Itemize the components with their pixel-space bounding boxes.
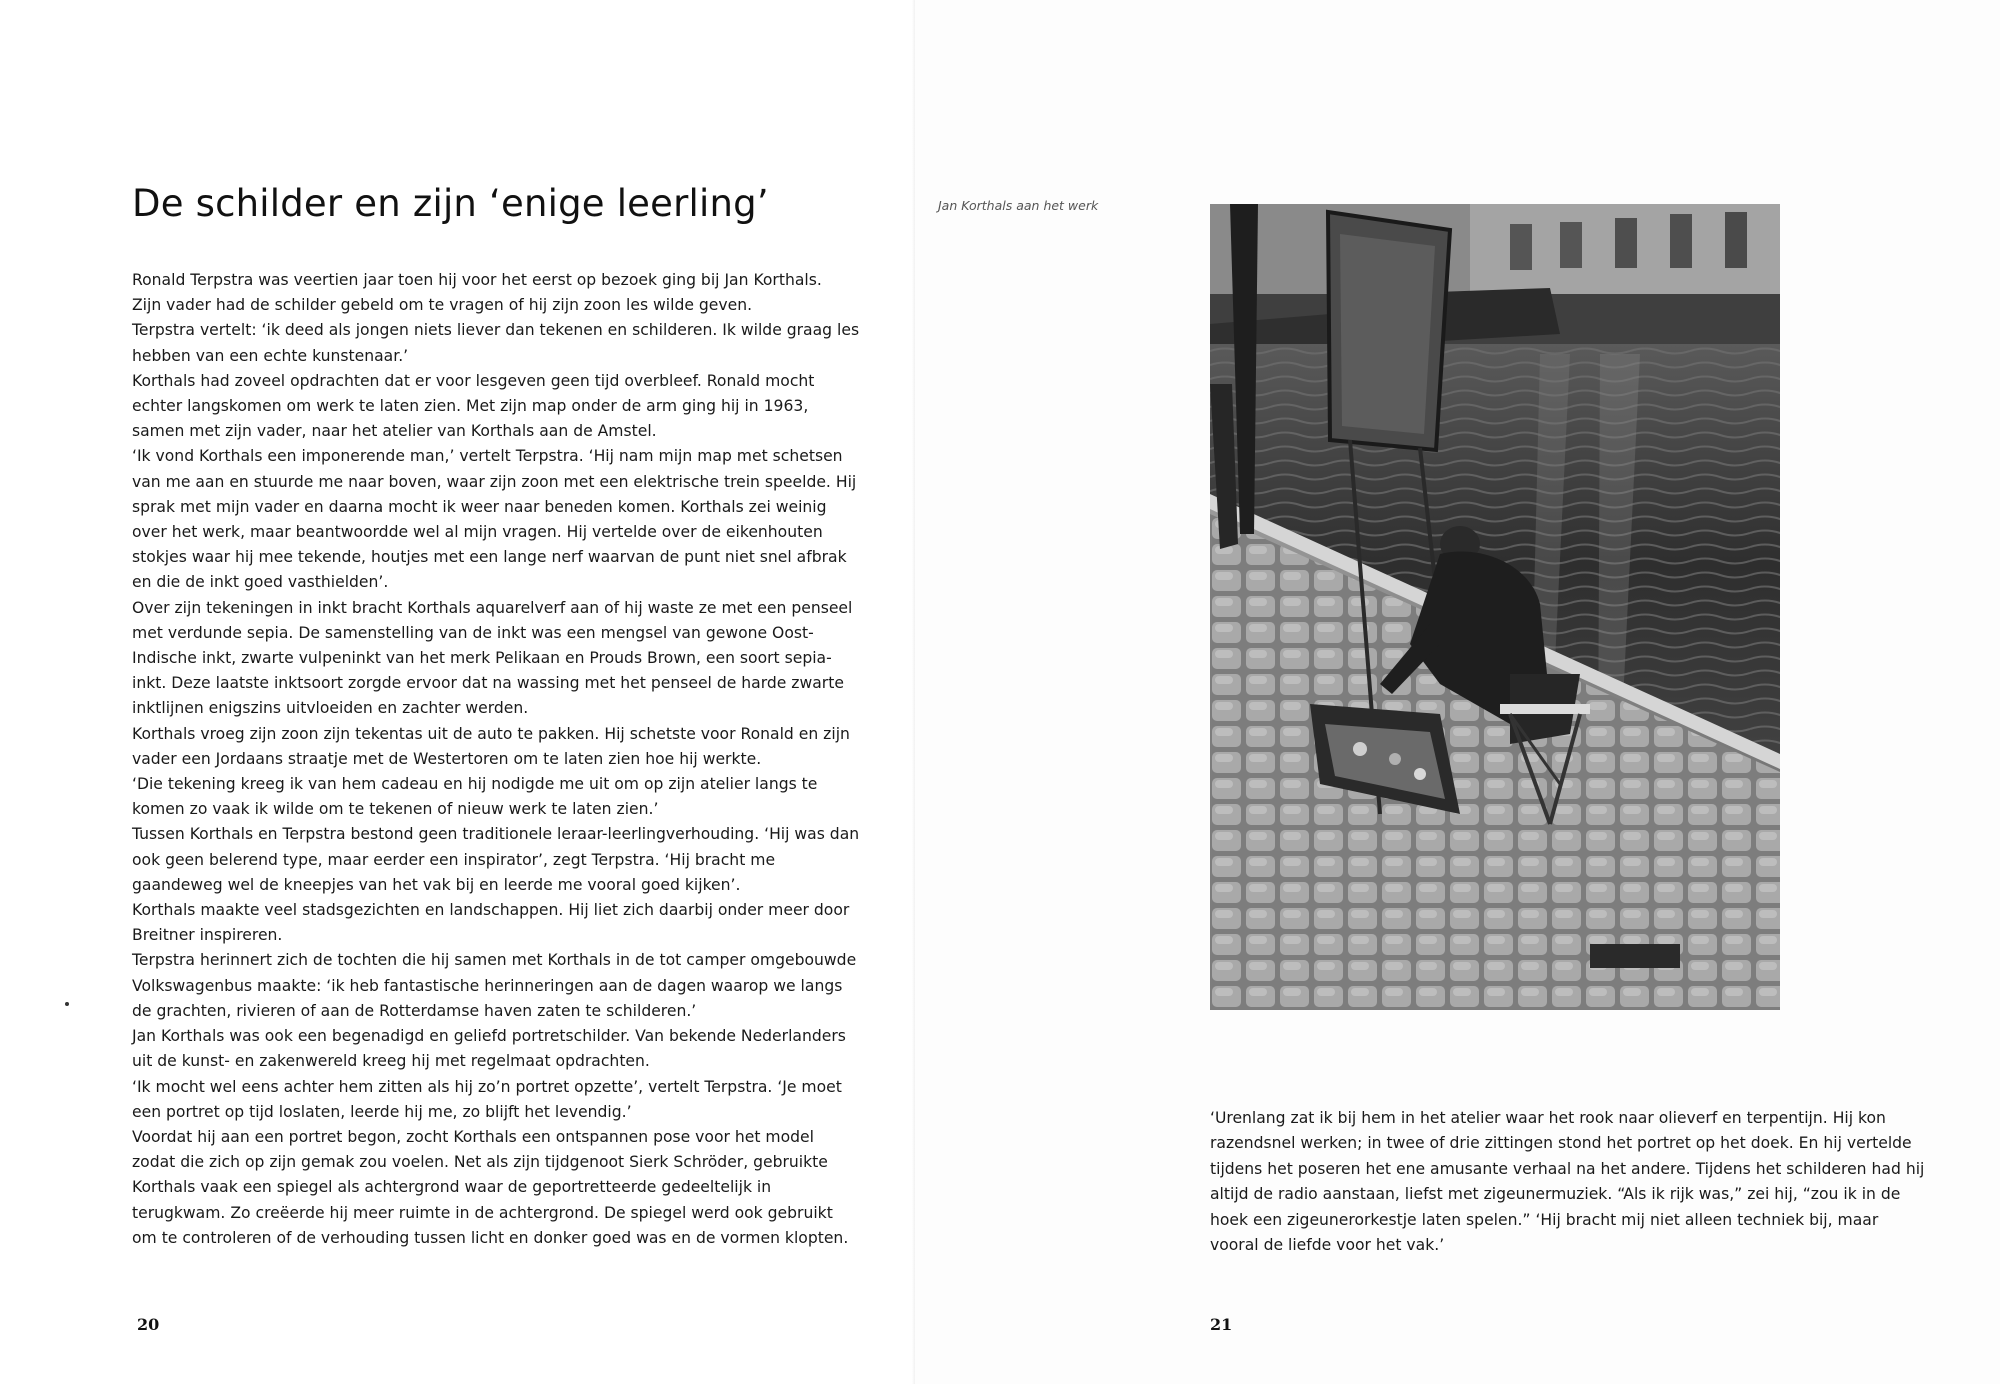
photo-caption: Jan Korthals aan het werk	[938, 198, 1099, 213]
artist-quote	[1210, 1106, 1930, 1258]
body-paragraph: Korthals had zoveel opdrachten dat er voor lesgeven geen tijd overbleef. Ronald mocht echter langskomen om werk te laten zien. Met zijn map onder de arm ging hij in 1963, samen met zijn vader, naar het atelier van Korthals aan de Amstel.	[132, 371, 815, 441]
chapter-title: De schilder en zijn ‘enige leerling’	[132, 182, 769, 225]
body-paragraph: Jan Korthals was ook een begenadigd en geliefd portretschilder. Van bekende Nederlanders uit de kunst- en zakenwereld kreeg hij met regelmaat opdrachten.	[132, 1027, 846, 1071]
body-paragraph: ‘Die tekening kreeg ik van hem cadeau en hij nodigde me uit om op zijn atelier langs te komen zo vaak ik wilde om te tekenen of nieuw werk te laten zien.’	[132, 775, 818, 819]
body-paragraph: Terpstra vertelt: ‘ik deed als jongen niets liever dan tekenen en schilderen. Ik wilde graag les hebben van een echte kunstenaar.’	[132, 321, 860, 365]
body-paragraph: Ronald Terpstra was veertien jaar toen hij voor het eerst op bezoek ging bij Jan Korthals.	[132, 271, 822, 289]
painter-photo	[1210, 204, 1780, 1010]
page-number-right: 21	[1210, 1315, 1233, 1334]
body-paragraph: Over zijn tekeningen in inkt bracht Korthals aquarelverf aan of hij waste ze met een penseel met verdunde sepia. De samenstelling van de inkt was een mengsel van gewone Oost-Indische inkt, zwarte vulpeninkt van het merk Pelikaan en Prouds Brown, een soort sepia-inkt. Deze laatste inktsoort zorgde ervoor dat na wassing met het penseel de harde zwarte inktlijnen enigszins uitvloeiden en zachter werden.	[132, 598, 853, 718]
body-paragraph: ‘Ik vond Korthals een imponerende man,’ vertelt Terpstra. ‘Hij nam mijn map met schetsen van me aan en stuurde me naar boven, waar zijn zoon met een elektrische trein speelde. Hij sprak met mijn vader en daarna mocht ik weer naar beneden komen. Korthals zei weinig over het werk, maar beantwoordde wel al mijn vragen. Hij vertelde over de eikenhouten stokjes waar hij mee tekende, houtjes met een lange nerf waarvan de punt niet snel afbrak en die de inkt goed vasthielden’.	[132, 447, 857, 592]
body-paragraph: Zijn vader had de schilder gebeld om te vragen of hij zijn zoon les wilde geven.	[132, 296, 753, 315]
scan-speck	[65, 1002, 69, 1006]
article-body	[132, 268, 862, 1251]
page-number-left: 20	[137, 1315, 160, 1334]
body-paragraph: Voordat hij aan een portret begon, zocht Korthals een ontspannen pose voor het model zodat die zich op zijn gemak zou voelen. Net als zijn tijdgenoot Sierk Schröder, gebruikte Korthals vaak een spiegel als achtergrond waar de geportretteerde gedeeltelijk in terugkwam. Zo creëerde hij meer ruimte in de achtergrond. De spiegel werd ook gebruikt om te controleren of de verhouding tussen licht en donker goed was en de vormen klopten.	[132, 1127, 849, 1247]
left-page	[0, 0, 915, 1384]
body-paragraph: ‘Ik mocht wel eens achter hem zitten als hij zo’n portret opzette’, vertelt Terpstra. ‘Je moet een portret op tijd loslaten, leerde hij me, zo blijft het levendig.’	[132, 1077, 842, 1121]
body-paragraph: Korthals vroeg zijn zoon zijn tekentas uit de auto te pakken. Hij schetste voor Ronald en zijn vader een Jordaans straatje met de Westertoren om te laten zien hoe hij werkte.	[132, 724, 850, 768]
painter-photo-illustration	[1210, 204, 1780, 1010]
body-paragraph: Korthals maakte veel stadsgezichten en landschappen. Hij liet zich daarbij onder meer door Breitner inspireren.	[132, 901, 850, 945]
body-paragraph: Terpstra herinnert zich de tochten die hij samen met Korthals in de tot camper omgebouwde Volkswagenbus maakte: ‘ik heb fantastische herinneringen aan de dagen waarop we langs de grachten, rivieren of aan de Rotterdamse haven zaten te schilderen.’	[132, 951, 857, 1020]
body-paragraph: Tussen Korthals en Terpstra bestond geen traditionele leraar-leerlingverhouding. ‘Hij was dan ook geen belerend type, maar eerder een inspirator’, zegt Terpstra. ‘Hij bracht me gaandeweg wel de kneepjes van het vak bij en leerde me vooral goed kijken’.	[132, 825, 860, 894]
quote-text: ‘Urenlang zat ik bij hem in het atelier waar het rook naar olieverf en terpentijn. Hij kon razendsnel werken; in twee of drie zittingen stond het portret op het doek. En hij vertelde tijdens het poseren het ene amusante verhaal na het andere. Tijdens het schilderen had hij altijd de radio aanstaan, liefst met zigeunermuziek. “Als ik rijk was,” zei hij, “zou ik in de hoek een zigeunerorkestje laten spelen.” ‘Hij bracht mij niet alleen techniek bij, maar vooral de liefde voor het vak.’	[1210, 1109, 1925, 1255]
